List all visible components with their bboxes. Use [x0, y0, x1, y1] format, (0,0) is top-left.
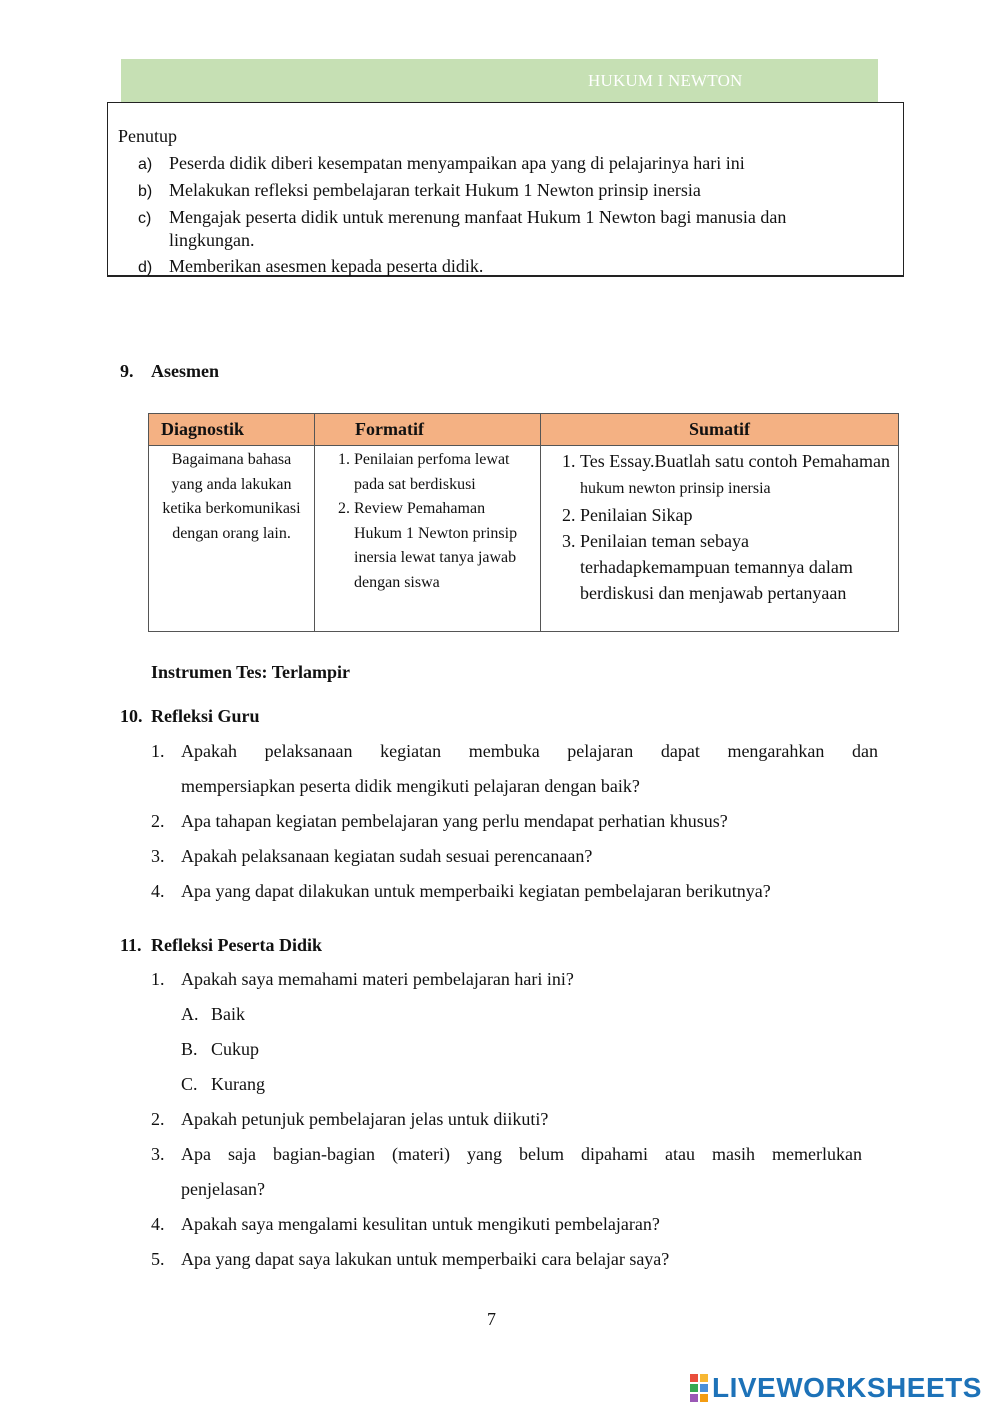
section-title: Refleksi Guru [151, 706, 260, 726]
penutup-marker: d) [138, 259, 153, 276]
list-item [151, 1137, 862, 1207]
list-item [151, 804, 878, 839]
item-text: penjelasan? [181, 1179, 265, 1199]
sumatif-item-text-small: hukum newton prinsip inersia [580, 480, 771, 497]
list-item [151, 962, 878, 997]
option-text: Cukup [211, 1039, 260, 1059]
answer-option [151, 1067, 878, 1102]
section-title: Asesmen [151, 361, 219, 381]
list-item [151, 874, 878, 909]
penutup-text: Mengajak peserta didik untuk merenung manfaat Hukum 1 Newton bagi manusia dan lingkungan. [169, 207, 787, 250]
section-number: 11. [120, 935, 142, 955]
item-number: 2. [151, 1109, 165, 1129]
option-letter: B. [181, 1039, 198, 1059]
penutup-title: Penutup [118, 126, 178, 146]
penutup-marker: c) [138, 210, 152, 227]
penutup-item [138, 206, 878, 250]
formatif-list [315, 446, 540, 595]
cell-formatif [315, 446, 541, 632]
instrumen-text: Instrumen Tes: Terlampir [151, 662, 351, 682]
cell-diagnostik [149, 446, 315, 632]
header-band [121, 59, 878, 103]
penutup-item [138, 255, 878, 279]
item-text: Apakah pelaksanaan kegiatan membuka pelajaran dapat mengarahkan dan [181, 741, 878, 761]
item-text: Apakah saya memahami materi pembelajaran hari ini? [181, 969, 574, 989]
answer-option [151, 997, 878, 1032]
option-text: Kurang [211, 1074, 265, 1094]
option-letter: A. [181, 1004, 199, 1024]
section-heading-asesmen [120, 361, 219, 382]
list-item [151, 1207, 878, 1242]
sumatif-item: 2. Penilaian Sikap [580, 502, 894, 528]
asesmen-body-row [149, 446, 899, 632]
list-item [151, 734, 878, 804]
section-title: Refleksi Peserta Didik [151, 935, 322, 955]
sumatif-item: 3. Penilaian teman sebaya terhadapkemampuan temannya dalam berdiskusi dan menjawab pertanyaan [580, 528, 894, 606]
item-number: 2. [151, 811, 165, 831]
list-item [151, 1102, 878, 1137]
item-text: Apa yang dapat dilakukan untuk memperbaiki kegiatan pembelajaran berikutnya? [181, 881, 771, 901]
formatif-item: 2. Review Pemahaman Hukum 1 Newton prinsip inersia lewat tanya jawab dengan siswa [354, 497, 536, 595]
formatif-item: 1. Penilaian perfoma lewat pada sat berdiskusi [354, 448, 536, 497]
liveworksheets-blocks-icon [690, 1374, 708, 1402]
sumatif-list [541, 446, 898, 606]
penutup-text: Memberikan asesmen kepada peserta didik. [169, 256, 484, 276]
item-number: 5. [151, 1249, 165, 1269]
item-text: Apa saja bagian-bagian (materi) yang belum dipahami atau masih memerlukan [181, 1144, 862, 1164]
answer-option [151, 1032, 878, 1067]
diagnostik-text: Bagaimana bahasa yang anda lakukan ketika berkomunikasi dengan orang lain. [162, 451, 301, 542]
penutup-text: Melakukan refleksi pembelajaran terkait Hukum 1 Newton prinsip inersia [169, 180, 701, 200]
section-heading-refleksi-guru [120, 706, 260, 727]
penutup-marker: b) [138, 183, 153, 200]
asesmen-table [148, 413, 899, 632]
section-heading-refleksi-peserta [120, 935, 322, 956]
sumatif-item [580, 448, 894, 502]
section-number: 10. [120, 706, 143, 726]
item-text: Apa tahapan kegiatan pembelajaran yang perlu mendapat perhatian khusus? [181, 811, 728, 831]
header-formatif: Formatif [315, 414, 541, 446]
penutup-marker: a) [138, 156, 153, 173]
section-number: 9. [120, 361, 134, 381]
liveworksheets-logo [690, 1373, 982, 1403]
penutup-item [138, 152, 878, 176]
item-number: 3. [151, 1144, 165, 1164]
item-number: 3. [151, 846, 165, 866]
header-sumatif: Sumatif [541, 414, 899, 446]
item-text: Apakah saya mengalami kesulitan untuk mengikuti pembelajaran? [181, 1214, 660, 1234]
refleksi-peserta-list [151, 962, 878, 1277]
penutup-item [138, 179, 878, 203]
liveworksheets-wordmark: LIVEWORKSHEETS [712, 1372, 982, 1403]
option-text: Baik [211, 1004, 245, 1024]
item-number: 1. [151, 969, 165, 989]
header-diagnostik: Diagnostik [149, 414, 315, 446]
list-item [151, 839, 878, 874]
item-text: Apakah pelaksanaan kegiatan sudah sesuai perencanaan? [181, 846, 593, 866]
item-text: Apa yang dapat saya lakukan untuk memperbaiki cara belajar saya? [181, 1249, 670, 1269]
item-number: 1. [151, 741, 165, 761]
sumatif-item-text: Tes Essay.Buatlah satu contoh Pemahaman [580, 451, 890, 471]
item-text: Apakah petunjuk pembelajaran jelas untuk diikuti? [181, 1109, 549, 1129]
page-number: 7 [487, 1309, 496, 1329]
list-item [151, 1242, 878, 1277]
cell-sumatif [541, 446, 899, 632]
penutup-text: Peserda didik diberi kesempatan menyampaikan apa yang di pelajarinya hari ini [169, 153, 745, 173]
refleksi-guru-list [151, 734, 878, 909]
item-text: mempersiapkan peserta didik mengikuti pelajaran dengan baik? [181, 776, 640, 796]
item-number: 4. [151, 881, 165, 901]
header-title: HUKUM I NEWTON [588, 71, 743, 90]
option-letter: C. [181, 1074, 198, 1094]
asesmen-header-row [149, 414, 899, 446]
item-number: 4. [151, 1214, 165, 1234]
